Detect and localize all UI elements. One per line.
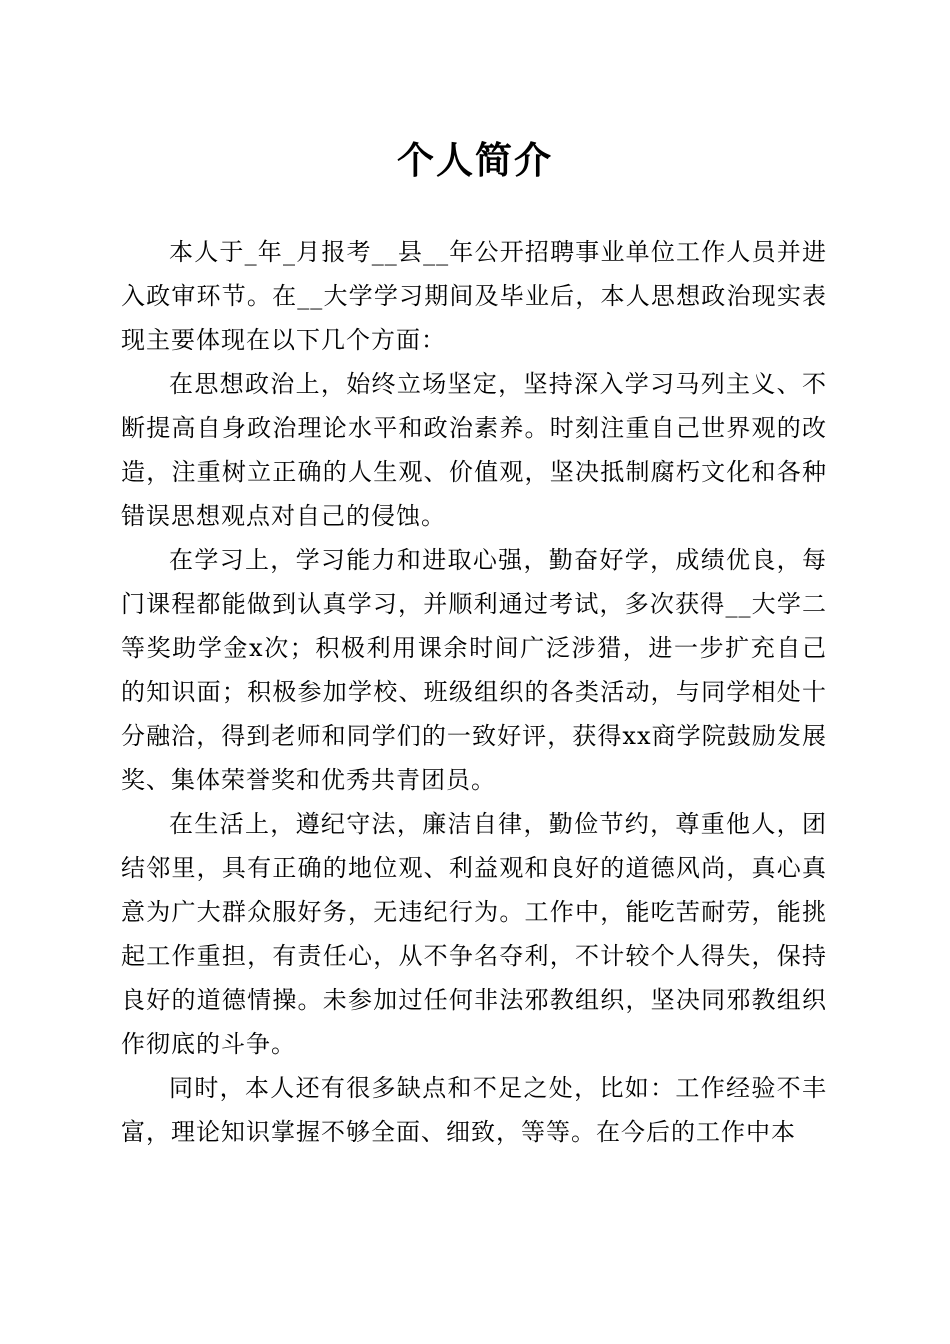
paragraph-political: 在思想政治上，始终立场坚定，坚持深入学习马列主义、不断提高自身政治理论水平和政治素养。时刻注重自己世界观的改造，注重树立正确的人生观、价值观，坚决抵制腐朽文化和各种错误思想观点对自己的侵蚀。 xyxy=(121,370,827,530)
paragraph-life: 在生活上，遵纪守法，廉洁自律，勤俭节约，尊重他人，团结邻里，具有正确的地位观、利益观和良好的道德风尚，真心真意为广大群众服好务，无违纪行为。工作中，能吃苦耐劳，能挑起工作重担，有责任心，从不争名夺利，不计较个人得失，保持良好的道德情操。未参加过任何非法邪教组织，坚决同邪教组织作彻底的斗争。 xyxy=(121,810,827,1058)
paragraph-shortcomings: 同时，本人还有很多缺点和不足之处，比如：工作经验不丰富，理论知识掌握不够全面、细致，等等。在今后的工作中本 xyxy=(121,1074,827,1146)
paragraph-study: 在学习上，学习能力和进取心强，勤奋好学，成绩优良，每门课程都能做到认真学习，并顺利通过考试，多次获得__大学二等奖助学金x次；积极利用课余时间广泛涉猎，进一步扩充自己的知识面；积极参加学校、班级组织的各类活动，与同学相处十分融洽，得到老师和同学们的一致好评，获得xx商学院鼓励发展奖、集体荣誉奖和优秀共青团员。 xyxy=(121,546,827,794)
document-title: 个人简介 xyxy=(397,138,553,182)
paragraph-intro: 本人于_年_月报考__县__年公开招聘事业单位工作人员并进入政审环节。在__大学学习期间及毕业后，本人思想政治现实表现主要体现在以下几个方面： xyxy=(121,238,827,354)
document-body xyxy=(121,230,827,1154)
